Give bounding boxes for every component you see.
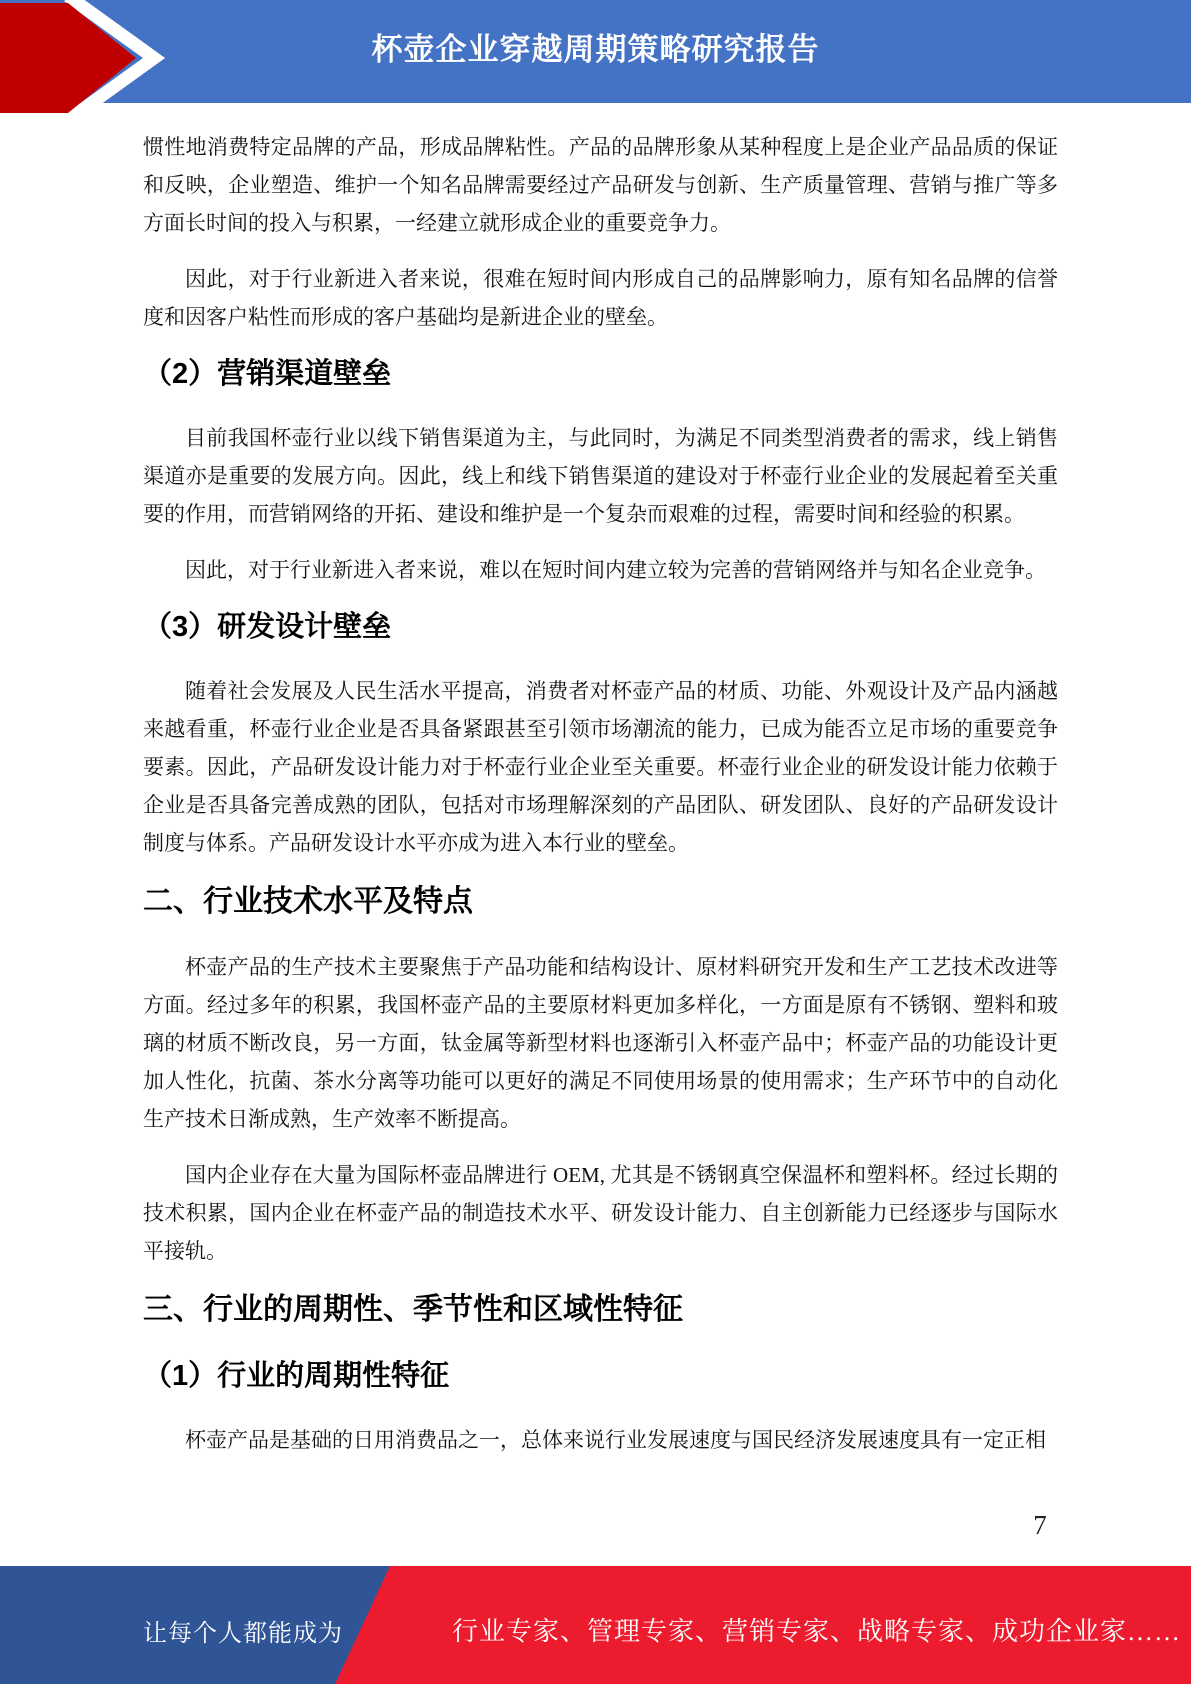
section-heading-industry-technology: 二、行业技术水平及特点 (143, 885, 473, 918)
page-footer (0, 1566, 1191, 1684)
chevron-arrow-icon (0, 0, 170, 125)
report-body (143, 128, 1058, 1477)
footer-slogan-left: 让每个人都能成为 (143, 1621, 343, 1647)
report-header (0, 0, 1191, 103)
page-number: 7 (1033, 1510, 1047, 1540)
sub-heading-marketing-channel-barrier: （2）营销渠道壁垒 (143, 358, 392, 390)
body-paragraph: 因此，对于行业新进入者来说，难以在短时间内建立较为完善的营销网络并与知名企业竞争。 (185, 558, 1046, 582)
body-paragraph: 因此，对于行业新进入者来说，很难在短时间内形成自己的品牌影响力，原有知名品牌的信誉度和因客户粘性而形成的客户基础均是新进企业的壁垒。 (143, 267, 1058, 329)
section-heading-cyclicality-seasonality-regionality: 三、行业的周期性、季节性和区域性特征 (143, 1293, 683, 1326)
report-title: 杯壶企业穿越周期策略研究报告 (371, 32, 820, 67)
body-paragraph: 杯壶产品的生产技术主要聚焦于产品功能和结构设计、原材料研究开发和生产工艺技术改进等方面。经过多年的积累，我国杯壶产品的主要原材料更加多样化，一方面是原有不锈钢、塑料和玻璃的材质不断改良，另一方面，钛金属等新型材料也逐渐引入杯壶产品中；杯壶产品的功能设计更加人性化，抗菌、茶水分离等功能可以更好的满足不同使用场景的使用需求；生产环节中的自动化生产技术日渐成熟，生产效率不断提高。 (143, 955, 1058, 1131)
body-paragraph: 惯性地消费特定品牌的产品，形成品牌粘性。产品的品牌形象从某种程度上是企业产品品质的保证和反映，企业塑造、维护一个知名品牌需要经过产品研发与创新、生产质量管理、营销与推广等多方面长时间的投入与积累，一经建立就形成企业的重要竞争力。 (143, 135, 1058, 235)
body-paragraph: 随着社会发展及人民生活水平提高，消费者对杯壶产品的材质、功能、外观设计及产品内涵越来越看重，杯壶行业企业是否具备紧跟甚至引领市场潮流的能力，已成为能否立足市场的重要竞争要素。因此，产品研发设计能力对于杯壶行业企业至关重要。杯壶行业企业的研发设计能力依赖于企业是否具备完善成熟的团队，包括对市场理解深刻的产品团队、研发团队、良好的产品研发设计制度与体系。产品研发设计水平亦成为进入本行业的壁垒。 (143, 679, 1058, 855)
body-paragraph: 目前我国杯壶行业以线下销售渠道为主，与此同时，为满足不同类型消费者的需求，线上销售渠道亦是重要的发展方向。因此，线上和线下销售渠道的建设对于杯壶行业企业的发展起着至关重要的作用，而营销网络的开拓、建设和维护是一个复杂而艰难的过程，需要时间和经验的积累。 (143, 426, 1058, 526)
body-paragraph: 国内企业存在大量为国际杯壶品牌进行 OEM, 尤其是不锈钢真空保温杯和塑料杯。经过长期的技术积累，国内企业在杯壶产品的制造技术水平、研发设计能力、自主创新能力已经逐步与国际水平接轨。 (143, 1163, 1058, 1263)
sub-heading-industry-cyclicality: （1）行业的周期性特征 (143, 1360, 450, 1392)
body-paragraph: 杯壶产品是基础的日用消费品之一，总体来说行业发展速度与国民经济发展速度具有一定正相 (185, 1428, 1046, 1452)
sub-heading-rd-design-barrier: （3）研发设计壁垒 (143, 611, 392, 643)
footer-slogan-right: 行业专家、管理专家、营销专家、战略专家、成功企业家…… (452, 1617, 1182, 1646)
